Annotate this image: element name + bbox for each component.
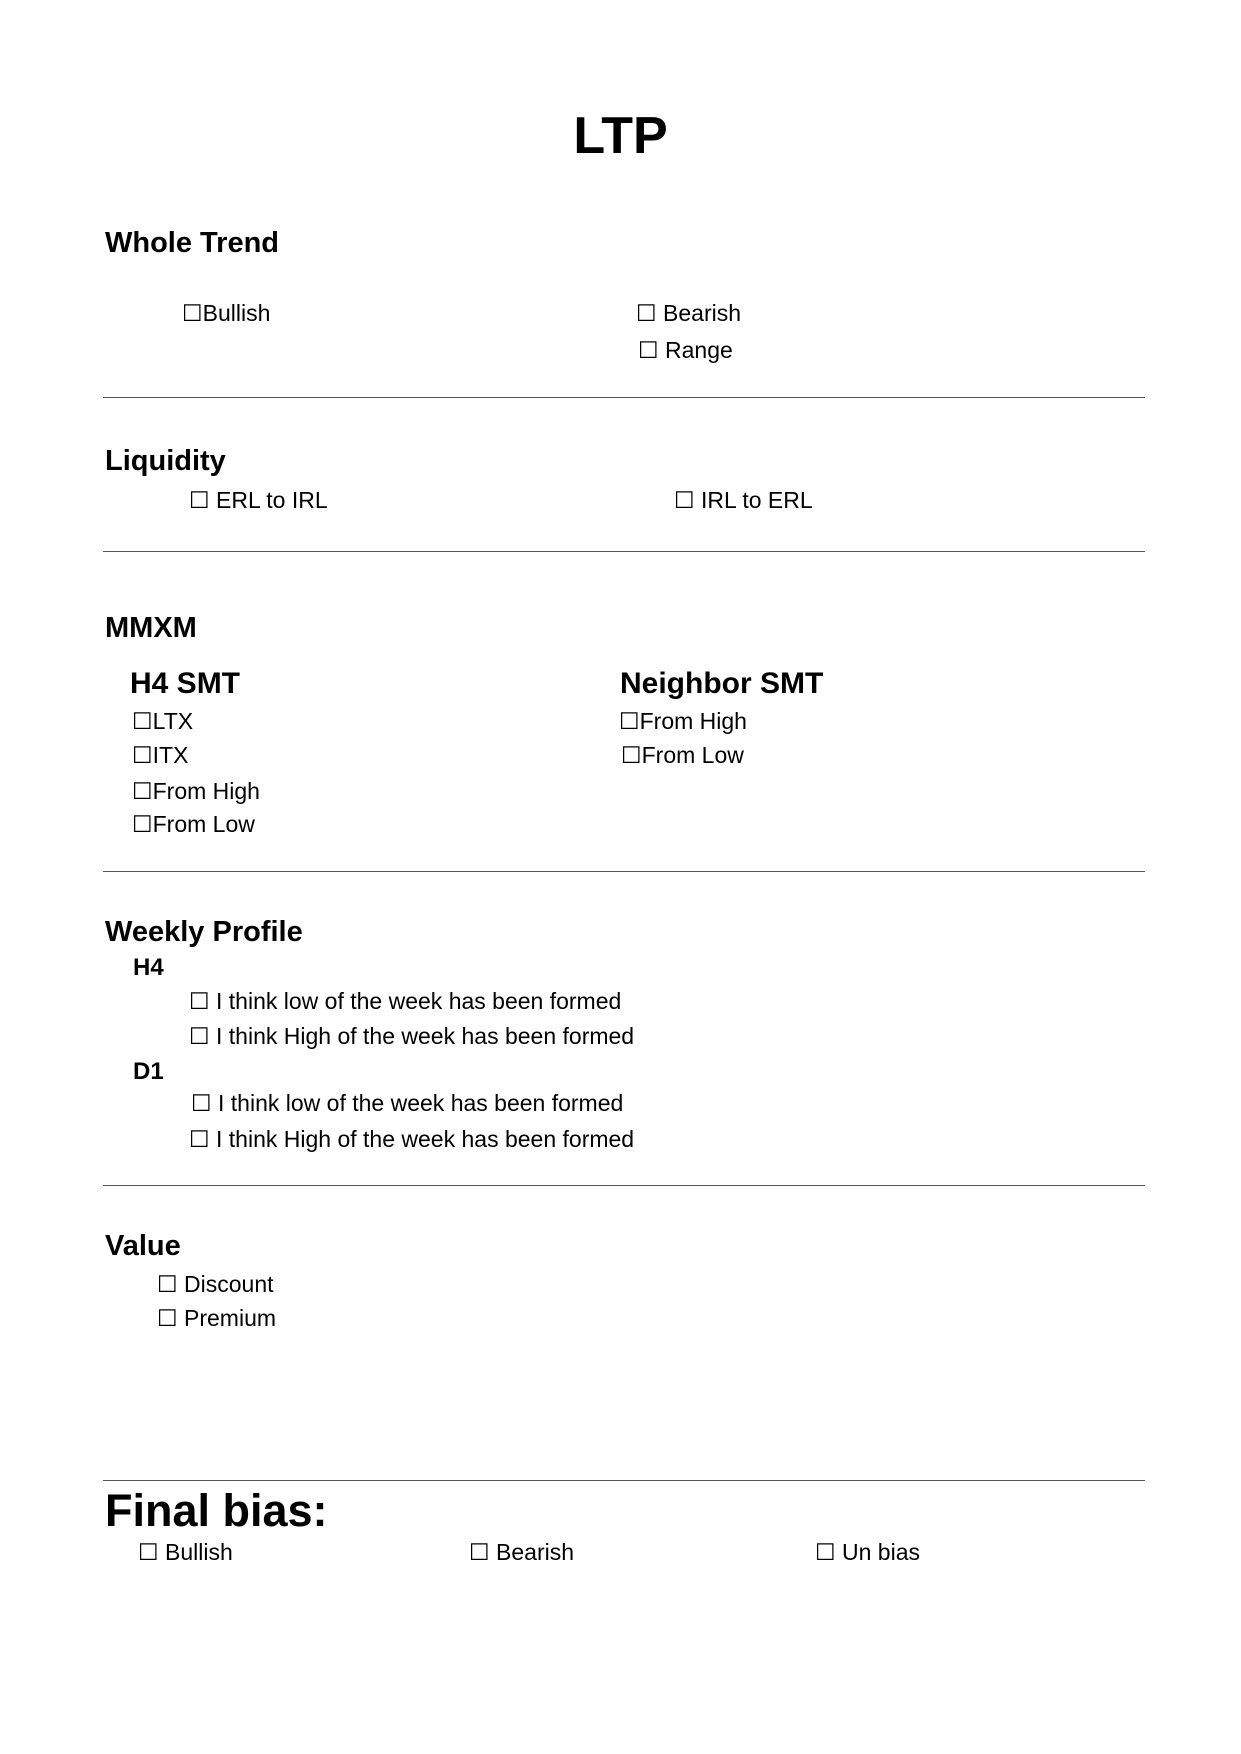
- checkbox-label: LTX: [152, 708, 194, 734]
- checkbox-icon: ☐: [157, 1305, 178, 1331]
- checkbox-h4-smt-ltx[interactable]: [132, 710, 193, 733]
- checkbox-label: Range: [665, 337, 733, 363]
- checkbox-label: I think low of the week has been formed: [216, 988, 622, 1014]
- checkbox-label: I think low of the week has been formed: [218, 1090, 624, 1116]
- checkbox-label: IRL to ERL: [701, 487, 813, 513]
- checkbox-erl-to-irl[interactable]: [189, 489, 328, 512]
- checkbox-whole-trend-bearish[interactable]: [636, 302, 741, 325]
- checkbox-icon: ☐: [674, 487, 695, 513]
- weekly-profile-heading: Weekly Profile: [105, 916, 303, 948]
- checkbox-d1-high-formed[interactable]: [189, 1128, 634, 1151]
- divider: [103, 551, 1145, 552]
- weekly-profile-d1-label: D1: [133, 1058, 164, 1085]
- checkbox-icon: ☐: [189, 1126, 210, 1152]
- checkbox-label: From High: [152, 778, 260, 804]
- whole-trend-heading: Whole Trend: [105, 227, 279, 259]
- checkbox-label: Bullish: [165, 1539, 233, 1565]
- checkbox-label: I think High of the week has been formed: [216, 1126, 635, 1152]
- checkbox-icon: ☐: [636, 300, 657, 326]
- checkbox-neighbor-smt-from-low[interactable]: [621, 744, 744, 767]
- checkbox-d1-low-formed[interactable]: [191, 1092, 623, 1115]
- checkbox-icon: ☐: [182, 300, 203, 326]
- divider: [103, 1185, 1145, 1186]
- checkbox-icon: ☐: [132, 811, 153, 837]
- checkbox-h4-high-formed[interactable]: [189, 1025, 634, 1048]
- checkbox-icon: ☐: [815, 1539, 836, 1565]
- checkbox-icon: ☐: [189, 988, 210, 1014]
- checkbox-icon: ☐: [138, 1539, 159, 1565]
- h4-smt-heading: H4 SMT: [130, 667, 241, 700]
- checkbox-label: Bullish: [202, 300, 271, 326]
- checkbox-icon: ☐: [638, 337, 659, 363]
- checkbox-icon: ☐: [469, 1539, 490, 1565]
- checkbox-icon: ☐: [132, 708, 153, 734]
- checkbox-label: ITX: [152, 742, 189, 768]
- checkbox-whole-trend-range[interactable]: [638, 339, 733, 362]
- checkbox-label: I think High of the week has been formed: [216, 1023, 635, 1049]
- divider: [103, 871, 1145, 872]
- divider: [103, 1480, 1145, 1481]
- checkbox-icon: ☐: [132, 742, 153, 768]
- checkbox-h4-low-formed[interactable]: [189, 990, 621, 1013]
- checkbox-neighbor-smt-from-high[interactable]: [619, 710, 747, 733]
- checkbox-label: ERL to IRL: [216, 487, 328, 513]
- checkbox-final-un-bias[interactable]: [815, 1541, 920, 1564]
- checkbox-irl-to-erl[interactable]: [674, 489, 813, 512]
- checkbox-h4-smt-itx[interactable]: [132, 744, 188, 767]
- checkbox-label: Un bias: [842, 1539, 920, 1565]
- final-bias-heading: Final bias:: [105, 1485, 328, 1536]
- liquidity-heading: Liquidity: [105, 445, 226, 477]
- checkbox-h4-smt-from-high[interactable]: [132, 780, 260, 803]
- checkbox-icon: ☐: [619, 708, 640, 734]
- divider: [103, 397, 1145, 398]
- checkbox-icon: ☐: [189, 1023, 210, 1049]
- checkbox-label: Bearish: [496, 1539, 574, 1565]
- neighbor-smt-heading: Neighbor SMT: [620, 667, 824, 700]
- checkbox-label: Premium: [184, 1305, 277, 1331]
- value-heading: Value: [105, 1230, 181, 1262]
- weekly-profile-h4-label: H4: [133, 954, 164, 981]
- mmxm-heading: MMXM: [105, 612, 197, 644]
- checkbox-icon: ☐: [189, 487, 210, 513]
- checkbox-icon: ☐: [132, 778, 153, 804]
- checkbox-icon: ☐: [621, 742, 642, 768]
- checkbox-final-bearish[interactable]: [469, 1541, 574, 1564]
- checkbox-h4-smt-from-low[interactable]: [132, 813, 255, 836]
- page-title: LTP: [573, 107, 668, 165]
- checkbox-icon: ☐: [191, 1090, 212, 1116]
- checkbox-whole-trend-bullish[interactable]: [182, 302, 270, 325]
- checkbox-label: Bearish: [663, 300, 741, 326]
- checkbox-premium[interactable]: [157, 1307, 276, 1330]
- checkbox-label: From Low: [641, 742, 744, 768]
- checkbox-label: From High: [639, 708, 747, 734]
- checkbox-label: From Low: [152, 811, 255, 837]
- checkbox-discount[interactable]: [157, 1273, 274, 1296]
- checkbox-final-bullish[interactable]: [138, 1541, 233, 1564]
- checkbox-label: Discount: [184, 1271, 274, 1297]
- checkbox-icon: ☐: [157, 1271, 178, 1297]
